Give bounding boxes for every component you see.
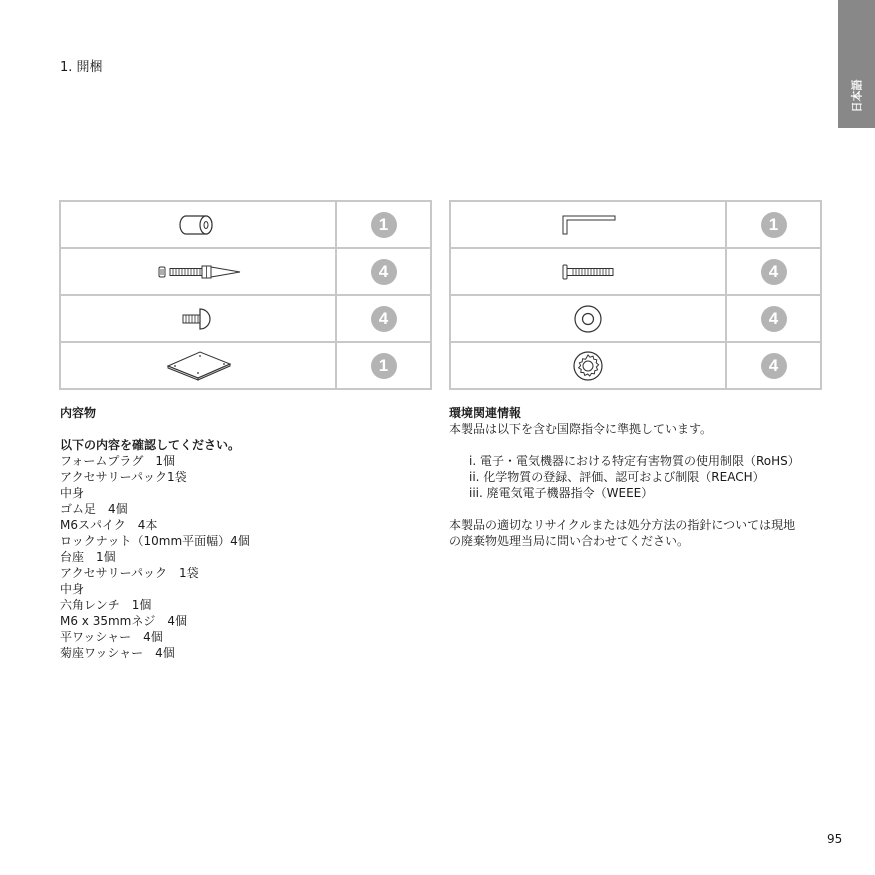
- environment-heading: 環境関連情報: [449, 406, 522, 420]
- rubber-foot-illustration: [60, 295, 336, 342]
- list-item: 台座 1個: [60, 550, 116, 564]
- hex-wrench-icon: [553, 210, 623, 240]
- m6-screw-illustration: [450, 248, 726, 295]
- table-row: [450, 295, 821, 342]
- contents-section: [60, 405, 420, 661]
- page-number: 95: [827, 832, 843, 846]
- quantity-badge: 4: [761, 259, 787, 285]
- quantity-badge: 4: [761, 353, 787, 379]
- parts-table-right: [449, 200, 822, 387]
- foam-plug-illustration: [60, 201, 336, 248]
- list-item: ゴム足 4個: [60, 502, 128, 516]
- table-row: [450, 342, 821, 389]
- base-plate-icon: [158, 349, 238, 383]
- flat-washer-illustration: [450, 295, 726, 342]
- quantity-cell: [336, 295, 431, 342]
- parts-table-left: [59, 200, 432, 387]
- directive-item: iii. 廃電気電子機器指令（WEEE）: [469, 486, 654, 500]
- recycle-note-line: の廃棄物処理当局に問い合わせてください。: [449, 534, 690, 548]
- list-item: 菊座ワッシャー 4個: [60, 646, 175, 660]
- quantity-cell: [726, 342, 821, 389]
- lock-washer-icon: [568, 349, 608, 383]
- table-row: [450, 248, 821, 295]
- list-item: アクセサリーパック1袋: [60, 470, 187, 484]
- table-row: [60, 342, 431, 389]
- section-heading: 1. 開梱: [60, 60, 103, 75]
- list-item: M6 x 35mmネジ 4個: [60, 614, 188, 628]
- base-plate-illustration: [60, 342, 336, 389]
- directive-item: i. 電子・電気機器における特定有害物質の使用制限（RoHS）: [469, 454, 800, 468]
- recycle-note-line: 本製品の適切なリサイクルまたは処分方法の指針については現地: [449, 518, 796, 532]
- lock-washer-illustration: [450, 342, 726, 389]
- quantity-cell: [726, 248, 821, 295]
- quantity-badge: 1: [371, 212, 397, 238]
- quantity-cell: [726, 295, 821, 342]
- table-row: [60, 295, 431, 342]
- quantity-cell: [336, 248, 431, 295]
- environment-intro: 本製品は以下を含む国際指令に準拠しています。: [449, 422, 713, 436]
- screw-icon: [553, 262, 623, 282]
- flat-washer-icon: [568, 302, 608, 336]
- quantity-cell: [336, 201, 431, 248]
- m6-spike-illustration: [60, 248, 336, 295]
- table-row: [60, 248, 431, 295]
- spike-icon: [148, 262, 248, 282]
- table-row: [450, 201, 821, 248]
- quantity-badge: 4: [371, 306, 397, 332]
- list-item: ロックナット（10mm平面幅）4個: [60, 534, 250, 548]
- hex-wrench-illustration: [450, 201, 726, 248]
- quantity-badge: 4: [761, 306, 787, 332]
- quantity-cell: [726, 201, 821, 248]
- quantity-cell: [336, 342, 431, 389]
- quantity-badge: 4: [371, 259, 397, 285]
- language-tab-label: 日本語: [850, 79, 864, 113]
- list-item: 中身: [60, 582, 85, 596]
- list-item: 六角レンチ 1個: [60, 598, 152, 612]
- rubber-foot-icon: [168, 306, 228, 332]
- list-item: 中身: [60, 486, 85, 500]
- list-item: 平ワッシャー 4個: [60, 630, 163, 644]
- quantity-badge: 1: [761, 212, 787, 238]
- list-item: フォームプラグ 1個: [60, 454, 176, 468]
- quantity-badge: 1: [371, 353, 397, 379]
- list-item: アクセサリーパック 1袋: [60, 566, 199, 580]
- environment-section: [449, 405, 829, 549]
- table-row: [60, 201, 431, 248]
- foam-plug-icon: [168, 210, 228, 240]
- contents-heading: 内容物: [60, 406, 97, 420]
- list-item: M6スパイク 4本: [60, 518, 158, 532]
- language-tab: [838, 0, 875, 128]
- directive-item: ii. 化学物質の登録、評価、認可および制限（REACH）: [469, 470, 765, 484]
- contents-subheading: 以下の内容を確認してください。: [60, 438, 241, 452]
